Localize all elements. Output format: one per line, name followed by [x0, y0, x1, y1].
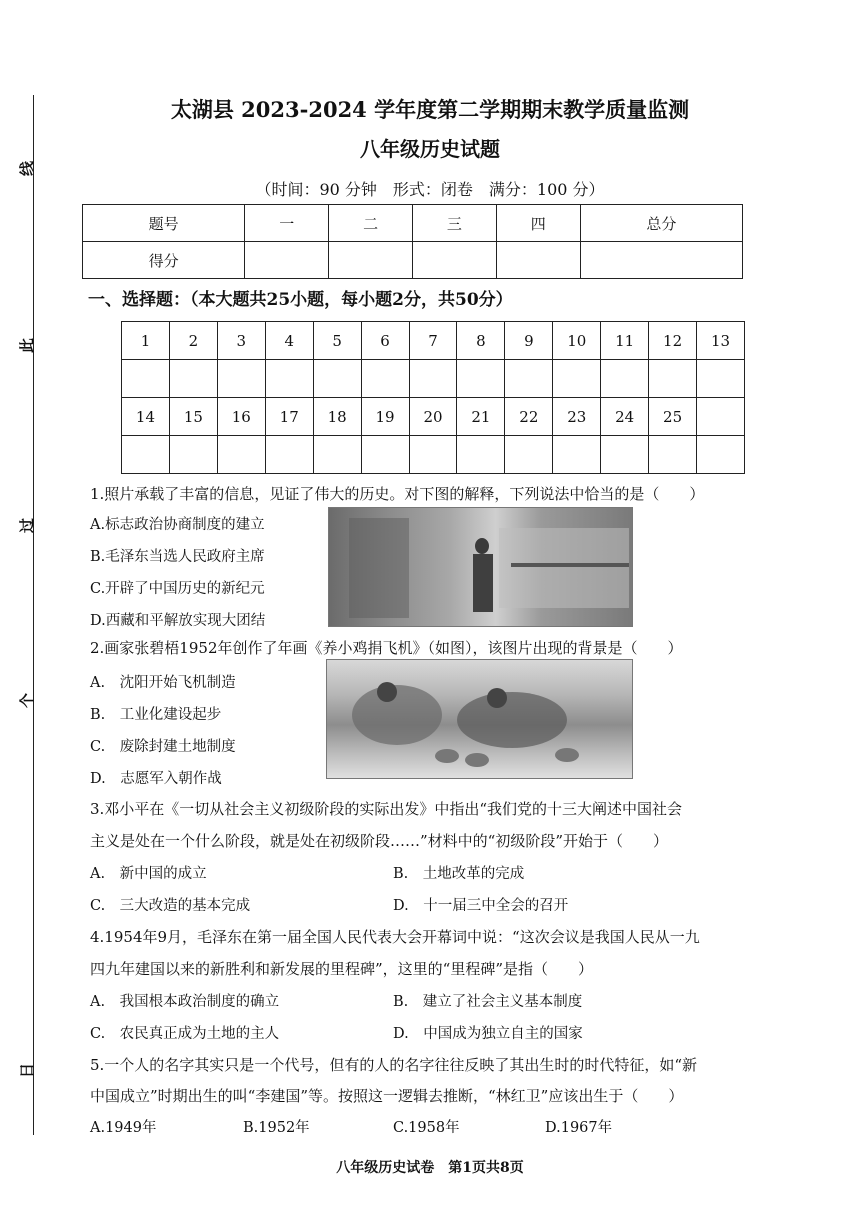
question-2-option-b: B. 工业化建设起步	[90, 707, 222, 723]
question-3-option-a: A. 新中国的成立	[90, 866, 207, 882]
answer-cell[interactable]	[265, 436, 313, 474]
answer-number: 3	[217, 322, 265, 360]
question-4-option-b: B. 建立了社会主义基本制度	[393, 994, 583, 1010]
section-heading: 一、选择题：（本大题共25小题，每小题2分，共50分）	[88, 290, 513, 310]
answer-number: 6	[361, 322, 409, 360]
answer-cell[interactable]	[553, 436, 601, 474]
answer-number: 2	[169, 322, 217, 360]
answer-cell[interactable]	[697, 436, 745, 474]
question-4-option-c: C. 农民真正成为土地的主人	[90, 1026, 280, 1042]
score-cell[interactable]	[329, 242, 413, 279]
binding-margin-line	[33, 95, 34, 1135]
question-1-option-c: C.开辟了中国历史的新纪元	[90, 581, 265, 597]
question-1-stem: 1.照片承载了丰富的信息，见证了伟大的历史。对下图的解释，下列说法中恰当的是（ ）	[90, 485, 705, 503]
score-row-label: 得分	[83, 242, 245, 279]
answer-number: 20	[409, 398, 457, 436]
answer-number: 21	[457, 398, 505, 436]
question-5-option-a: A.1949年	[90, 1120, 157, 1136]
score-header-cell: 三	[412, 205, 496, 242]
margin-label-5: 日	[18, 1062, 37, 1079]
question-4-stem-line-1: 4.1954年9月，毛泽东在第一届全国人民代表大会开幕词中说：“这次会议是我国人民从一九	[90, 928, 700, 946]
answer-cell[interactable]	[361, 360, 409, 398]
answer-cell[interactable]	[169, 360, 217, 398]
question-5-option-b: B.1952年	[243, 1120, 310, 1136]
answer-cell[interactable]	[601, 360, 649, 398]
answer-number-row	[122, 398, 745, 436]
answer-blank-row	[122, 360, 745, 398]
score-table-header-row	[83, 205, 743, 242]
score-cell[interactable]	[496, 242, 580, 279]
answer-cell[interactable]	[505, 360, 553, 398]
answer-grid	[121, 321, 745, 474]
answer-cell[interactable]	[457, 436, 505, 474]
question-3-option-c: C. 三大改造的基本完成	[90, 898, 251, 914]
answer-number: 16	[217, 398, 265, 436]
question-3-option-d: D. 十一届三中全会的召开	[393, 898, 569, 914]
answer-number: 18	[313, 398, 361, 436]
score-header-cell: 题号	[83, 205, 245, 242]
answer-number: 8	[457, 322, 505, 360]
answer-number: 4	[265, 322, 313, 360]
answer-cell[interactable]	[409, 436, 457, 474]
answer-number: 17	[265, 398, 313, 436]
score-table	[82, 204, 743, 279]
answer-number: 23	[553, 398, 601, 436]
question-5-option-d: D.1967年	[545, 1120, 613, 1136]
answer-cell[interactable]	[169, 436, 217, 474]
answer-number: 19	[361, 398, 409, 436]
question-3-option-b: B. 土地改革的完成	[393, 866, 525, 882]
page-footer: 八年级历史试卷 第1页共8页	[336, 1160, 524, 1176]
answer-number: 13	[697, 322, 745, 360]
question-3-stem-line-2: 主义是处在一个什么阶段，就是处在初级阶段……”材料中的“初级阶段”开始于（ ）	[90, 832, 669, 850]
answer-number: 14	[122, 398, 170, 436]
answer-number: 5	[313, 322, 361, 360]
exam-meta: （时间：90 分钟 形式：闭卷 满分：100 分）	[255, 180, 605, 199]
score-header-cell: 总分	[580, 205, 742, 242]
margin-label-3: 过	[18, 517, 37, 534]
question-5-option-c: C.1958年	[393, 1120, 460, 1136]
answer-cell[interactable]	[505, 436, 553, 474]
answer-cell[interactable]	[457, 360, 505, 398]
answer-number: 9	[505, 322, 553, 360]
answer-number: 11	[601, 322, 649, 360]
question-2-option-a: A. 沈阳开始飞机制造	[90, 675, 236, 691]
question-1-option-a: A.标志政治协商制度的建立	[90, 517, 265, 533]
score-cell[interactable]	[580, 242, 742, 279]
question-2-stem: 2.画家张碧梧1952年创作了年画《养小鸡捐飞机》（如图），该图片出现的背景是（ ）	[90, 639, 683, 657]
answer-number: 25	[649, 398, 697, 436]
answer-number: 15	[169, 398, 217, 436]
question-2-painting	[326, 659, 633, 779]
answer-cell[interactable]	[313, 360, 361, 398]
answer-number: 12	[649, 322, 697, 360]
score-cell[interactable]	[245, 242, 329, 279]
question-4-option-a: A. 我国根本政治制度的确立	[90, 994, 280, 1010]
question-5-stem-line-1: 5.一个人的名字其实只是一个代号，但有的人的名字往往反映了其出生时的时代特征，如“新	[90, 1056, 697, 1074]
answer-cell[interactable]	[122, 360, 170, 398]
answer-blank-row	[122, 436, 745, 474]
answer-number-row	[122, 322, 745, 360]
score-header-cell: 四	[496, 205, 580, 242]
score-header-cell: 二	[329, 205, 413, 242]
answer-cell[interactable]	[217, 360, 265, 398]
score-cell[interactable]	[412, 242, 496, 279]
answer-cell[interactable]	[553, 360, 601, 398]
score-table-score-row	[83, 242, 743, 279]
answer-number: 1	[122, 322, 170, 360]
margin-label-4: 个	[18, 692, 37, 709]
question-2-option-d: D. 志愿军入朝作战	[90, 771, 222, 787]
question-1-photo	[328, 507, 633, 627]
question-4-stem-line-2: 四九年建国以来的新胜利和新发展的里程碑”，这里的“里程碑”是指（ ）	[90, 960, 594, 978]
margin-label-1: 线	[18, 160, 37, 177]
exam-subtitle: 八年级历史试题	[360, 137, 500, 161]
answer-cell[interactable]	[601, 436, 649, 474]
answer-number: 24	[601, 398, 649, 436]
answer-cell[interactable]	[361, 436, 409, 474]
answer-cell[interactable]	[122, 436, 170, 474]
answer-number: 7	[409, 322, 457, 360]
answer-cell[interactable]	[649, 436, 697, 474]
margin-label-2: 此	[18, 337, 37, 354]
answer-cell[interactable]	[217, 436, 265, 474]
answer-number	[697, 398, 745, 436]
answer-cell[interactable]	[265, 360, 313, 398]
question-1-option-d: D.西藏和平解放实现大团结	[90, 613, 266, 629]
question-1-option-b: B.毛泽东当选人民政府主席	[90, 549, 265, 565]
question-4-option-d: D. 中国成为独立自主的国家	[393, 1026, 583, 1042]
answer-cell[interactable]	[313, 436, 361, 474]
exam-title: 太湖县 2023-2024 学年度第二学期期末教学质量监测	[170, 97, 690, 122]
answer-number: 22	[505, 398, 553, 436]
question-5-stem-line-2: 中国成立”时期出生的叫“李建国”等。按照这一逻辑去推断，“林红卫”应该出生于（ ）	[90, 1087, 684, 1105]
answer-cell[interactable]	[697, 360, 745, 398]
answer-cell[interactable]	[409, 360, 457, 398]
answer-number: 10	[553, 322, 601, 360]
score-header-cell: 一	[245, 205, 329, 242]
question-3-stem-line-1: 3.邓小平在《一切从社会主义初级阶段的实际出发》中指出“我们党的十三大阐述中国社会	[90, 800, 682, 818]
question-2-option-c: C. 废除封建土地制度	[90, 739, 236, 755]
answer-cell[interactable]	[649, 360, 697, 398]
